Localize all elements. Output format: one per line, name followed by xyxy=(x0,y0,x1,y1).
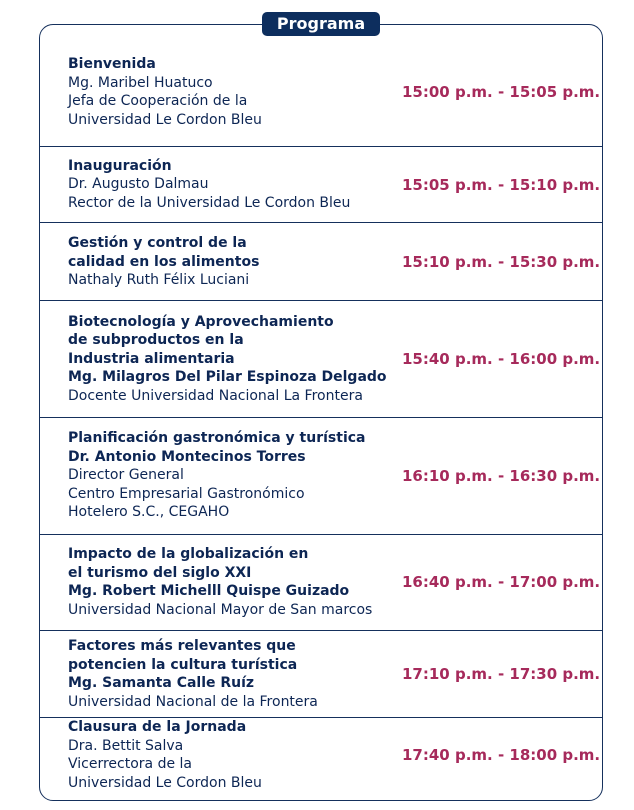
session-row xyxy=(40,718,602,792)
session-time: 15:05 p.m. - 15:10 p.m. xyxy=(402,175,601,194)
session-line: Universidad Le Cordon Bleu xyxy=(68,774,262,791)
session-details xyxy=(40,234,398,290)
session-line: Biotecnología y Aprovechamiento xyxy=(68,313,334,330)
session-time: 15:40 p.m. - 16:00 p.m. xyxy=(402,350,601,369)
session-row xyxy=(40,301,602,418)
session-details xyxy=(40,545,398,619)
session-line: Jefa de Cooperación de la xyxy=(68,93,248,110)
session-row xyxy=(40,418,602,535)
session-line: Docente Universidad Nacional La Frontera xyxy=(68,387,363,404)
session-line: Rector de la Universidad Le Cordon Bleu xyxy=(68,194,351,211)
session-details xyxy=(40,313,398,406)
session-details xyxy=(40,718,398,792)
session-line: Universidad Nacional Mayor de San marcos xyxy=(68,601,373,618)
session-line: Bienvenida xyxy=(68,56,156,73)
session-details xyxy=(40,55,398,129)
session-row xyxy=(40,147,602,224)
session-line: Inauguración xyxy=(68,157,172,174)
session-line: calidad en los alimentos xyxy=(68,253,260,270)
session-time: 15:10 p.m. - 15:30 p.m. xyxy=(402,252,601,271)
session-line: Director General xyxy=(68,467,184,484)
session-line: potencien la cultura turística xyxy=(68,656,298,673)
session-details xyxy=(40,637,398,711)
session-line: Dra. Bettit Salva xyxy=(68,737,184,754)
session-line: Mg. Samanta Calle Ruíz xyxy=(68,675,255,692)
session-line: Universidad Le Cordon Bleu xyxy=(68,111,262,128)
session-line: Universidad Nacional de la Frontera xyxy=(68,693,318,710)
session-time: 16:10 p.m. - 16:30 p.m. xyxy=(402,466,601,485)
session-line: Dr. Augusto Dalmau xyxy=(68,176,209,193)
session-line: Hotelero S.C., CEGAHO xyxy=(68,504,230,521)
session-time: 17:40 p.m. - 18:00 p.m. xyxy=(402,746,601,765)
session-row xyxy=(40,223,602,301)
session-line: de subproductos en la xyxy=(68,332,244,349)
session-line: Planificación gastronómica y turística xyxy=(68,430,366,447)
session-line: Dr. Antonio Montecinos Torres xyxy=(68,448,306,465)
session-time: 17:10 p.m. - 17:30 p.m. xyxy=(402,665,601,684)
session-line: Clausura de la Jornada xyxy=(68,719,247,736)
program-title-badge: Programa xyxy=(262,12,380,36)
session-row xyxy=(40,535,602,632)
session-row xyxy=(40,39,602,147)
session-line: Factores más relevantes que xyxy=(68,638,296,655)
session-line: el turismo del siglo XXI xyxy=(68,564,252,581)
session-time: 15:00 p.m. - 15:05 p.m. xyxy=(402,83,601,102)
session-line: Vicerrectora de la xyxy=(68,756,192,773)
session-row xyxy=(40,631,602,718)
session-line: Nathaly Ruth Félix Luciani xyxy=(68,272,250,289)
program-schedule xyxy=(39,24,603,801)
session-details xyxy=(40,429,398,522)
session-line: Mg. Robert Michelll Quispe Guizado xyxy=(68,583,350,600)
session-time: 16:40 p.m. - 17:00 p.m. xyxy=(402,573,601,592)
session-line: Gestión y control de la xyxy=(68,235,247,252)
session-line: Industria alimentaria xyxy=(68,350,235,367)
session-line: Mg. Milagros Del Pilar Espinoza Delgado xyxy=(68,369,387,386)
session-line: Centro Empresarial Gastronómico xyxy=(68,485,305,502)
session-line: Impacto de la globalización en xyxy=(68,546,309,563)
session-details xyxy=(40,157,398,213)
session-line: Mg. Maribel Huatuco xyxy=(68,74,213,91)
